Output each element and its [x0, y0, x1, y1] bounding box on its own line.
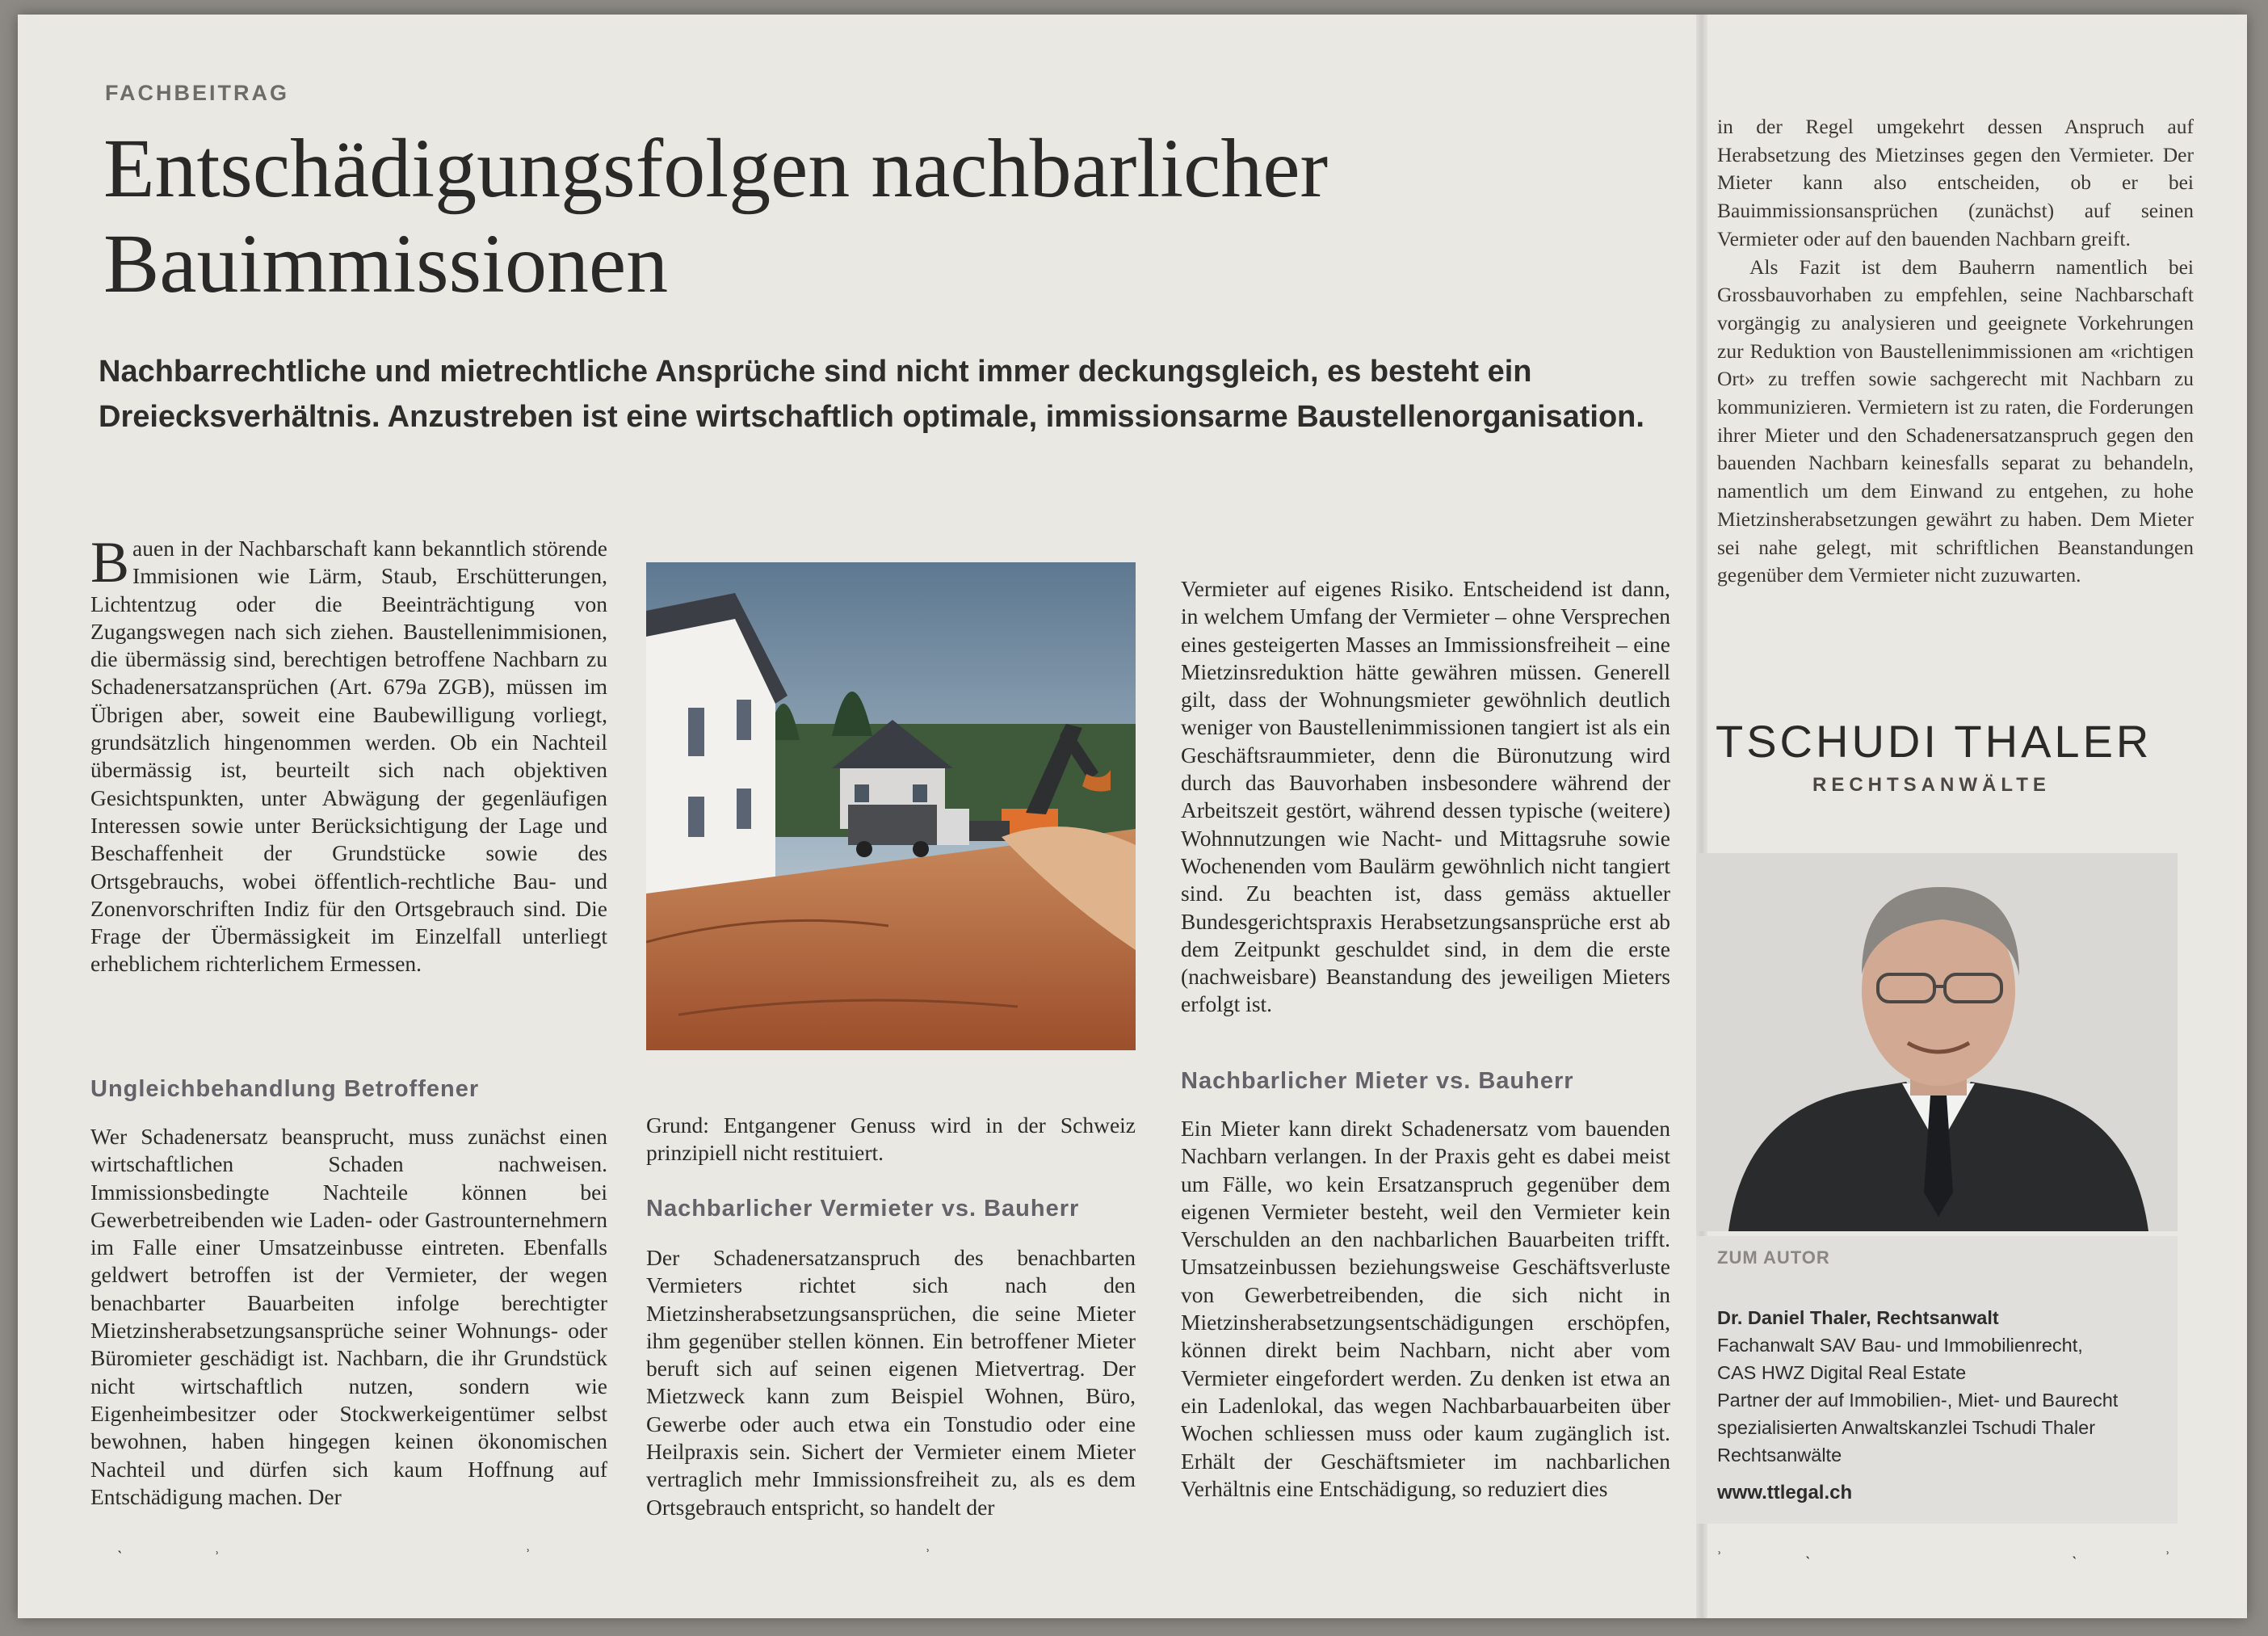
- col3-body1: Vermieter auf eigenes Risiko. Entscheidend ist dann, in welchem Umfang der Vermieter – ohne Versprechen eines gesteigerten Masses an Immissionsfreiheit – eine Mietzinsreduktion hätte gewähren müssen. Generell gilt, dass der Wohnungsmieter gewöhnlich deutlich weniger von Baustellenimmissionen tangiert ist als ein Geschäftsraummieter, denn die Büronutzung wird durch das Bauvorhaben insbesondere während der Arbeitszeit gestört, während dessen typische (weitere) Wohnnutzungen wie Nacht- und Mittagsruhe sowie Wochenenden vom Baulärm gewöhnlich nicht tangiert sind. Zu beachten ist, dass gemäss aktueller Bundesgerichtspraxis Herabsetzungsansprüche erst ab dem Zeitpunkt geschuldet sind, in dem die erste (nachweisbare) Beanstandung des jeweiligen Mieters erfolgt ist.: [1181, 576, 1670, 1017]
- author-name: Dr. Daniel Thaler, Rechtsanwalt: [1717, 1307, 1999, 1328]
- author-details: [1717, 1304, 2169, 1469]
- subhead-vermieter: Nachbarlicher Vermieter vs. Bauherr: [646, 1196, 1080, 1222]
- subhead-ungleichbehandlung: Ungleichbehandlung Betroffener: [90, 1076, 480, 1102]
- col2-body2: Der Schadenersatzanspruch des benachbarten Vermieters richtet sich nach den Mietzinsherabsetzungsansprüchen, die seine Mieter ihm gegenüber stellen können. Ein betroffener Mieter beruft sich auf seinen eigenen Mietvertrag. Der Mietzweck kann zum Beispiel Wohnen, Büro, Gewerbe oder auch etwa ein Tonstudio oder eine Heilpraxis sein. Sichert der Vermieter einem Mieter vertraglich mehr Immissionsfreiheit zu, als es dem Ortsgebrauch entspricht, so handelt der: [646, 1245, 1136, 1520]
- dropcap: B: [90, 530, 130, 595]
- author-website-link[interactable]: www.ttlegal.ch: [1717, 1482, 1853, 1504]
- col2-body1: Grund: Entgangener Genuss wird in der Schweiz prinzipiell nicht restituiert.: [646, 1112, 1136, 1166]
- col4-p1: in der Regel umgekehrt dessen Anspruch auf Herabsetzung des Mietzinses gegen den Vermieter. Der Mieter kann also entscheiden, ob er bei Bauimmissionsansprüchen (zunächst) auf seinen Vermieter oder auf den bauenden Nachbarn greift.: [1717, 115, 2194, 250]
- kicker: FACHBEITRAG: [105, 81, 289, 105]
- construction-site-illustration: [646, 562, 1136, 1050]
- column-3-body: [1181, 1115, 1670, 1503]
- column-4: [1717, 113, 2194, 590]
- tick-mark: ˒: [1716, 1539, 1723, 1559]
- headline: [103, 121, 1686, 312]
- column-2-body: [646, 1244, 1136, 1521]
- column-1-body: [90, 1123, 607, 1511]
- construction-site-photo: [646, 562, 1136, 1050]
- tick-mark: ˒: [214, 1539, 220, 1559]
- author-label: ZUM AUTOR: [1717, 1247, 1830, 1268]
- intro-text: auen in der Nachbarschaft kann bekanntlich störende Immisionen wie Lärm, Staub, Erschütterungen, Lichtentzug oder die Beeinträchtigung von Zugangswegen nach sich ziehen. Baustellenimmisionen, die übermässig sind, berechtigen betroffene Nachbarn zu Schadenersatzansprüchen (Art. 679a ZGB), müssen im Übrigen aber, soweit eine Baubewilligung vorliegt, grundsätzlich hingenommen werden. Ob ein Nachteil übermässig ist, beurteilt sich nach objektiven Gesichtspunkten, unter Abwägung der gegenläufigen Interessen sowie unter Berücksichtigung der Lage und Beschaffenheit der Grundstücke sowie des Ortsgebrauchs, wobei öffentlich-rechtliche Bau- und Zonenvorschriften Indiz für den Ortsgebrauch sind. Die Frage der Übermässigkeit im Einzelfall unterliegt erheblichem richterlichem Ermessen.: [90, 536, 607, 977]
- author-line-2: CAS HWZ Digital Real Estate: [1717, 1362, 1967, 1383]
- author-line-3: Partner der auf Immobilien-, Miet- und Baurecht spezialisierten Anwaltskanzlei Tschudi Thaler Rechtsanwälte: [1717, 1390, 2119, 1466]
- law-firm-logo-subtitle: RECHTSANWÄLTE: [1812, 774, 2051, 796]
- col4-p2: Als Fazit ist dem Bauherrn namentlich bei Grossbauvorhaben zu empfehlen, seine Nachbarschaft vorgängig zu analysieren und geeignete Vorkehrungen zur Reduktion von Baustellenimmissionen am «richtigen Ort» zu treffen sowie sachgerecht mit Nachbarn zu kommunizieren. Vermietern ist zu raten, die Forderungen ihrer Mieter und den Schadenersatzanspruch gegen den bauenden Nachbarn keinesfalls separat zu behandeln, namentlich um dem Einwand zu entgehen, zu hohe Mietzinsherabsetzungen gewährt zu haben. Dem Mieter sei nahe gelegt, mit schriftlichen Beanstandungen gegenüber dem Vermieter nicht zuzuwarten.: [1717, 254, 2194, 587]
- col3-body2: Ein Mieter kann direkt Schadenersatz vom bauenden Nachbarn verlangen. In der Praxis geht es dabei meist um Fälle, wo kein Ersatzanspruch gegenüber dem eigenen Vermieter besteht, weil den Vermieter kein Verschulden an den nachbarlichen Bauarbeiten trifft. Umsatzeinbussen beziehungsweise Geschäftsverluste von Gewerbetreibenden, die sich nicht in Mietzinsherabsetzungsentschädigungen erschöpfen, können direkt beim Nachbarn, nicht aber vom Vermieter eingefordert werden. Zu denken ist etwa an ein Ladenlokal, das wegen Nachbarbauarbeiten über Wochen schliessen muss oder kaum zugänglich ist. Erhält der Geschäftsmieter im nachbarlichen Verhältnis eine Entschädigung, so reduziert dies: [1181, 1116, 1670, 1501]
- col1-body-text: Wer Schadenersatz beansprucht, muss zunächst einen wirtschaftlichen Schaden nachweisen. Immissionsbedingte Nachteile können bei Gewerbetreibenden wie Laden- oder Gastrounternehmern im Falle einer Umsatzeinbusse eintreten. Ebenfalls geldwert betroffen ist der Vermieter, der wegen benachbarter Bauarbeiten infolge berechtigter Mietzinsherabsetzungsansprüche seiner Wohnungs- oder Büromieter geschädigt ist. Nachbarn, die ihr Grundstück nicht wirtschaftlich nutzen, sondern wie Eigenheimbesitzer oder Stockwerkeigentümer selbst bewohnen, haben hingegen keinen ökonomischen Nachteil und dürfen sich kaum Hoffnung auf Entschädigung machen. Der: [90, 1124, 607, 1509]
- tick-mark: ˎ: [117, 1533, 124, 1554]
- author-portrait: [1696, 853, 2178, 1231]
- lead-paragraph: Nachbarrechtliche und mietrechtliche Ansprüche sind nicht immer deckungsgleich, es besteht ein Dreiecksverhältnis. Anzustreben ist eine wirtschaftlich optimale, immissionsarme Baustellenorganisation.: [99, 355, 1644, 434]
- author-line-1: Fachanwalt SAV Bau- und Immobilienrecht,: [1717, 1335, 2083, 1356]
- headline-line-1: Entschädigungsfolgen nachbarlicher: [103, 122, 1329, 215]
- tick-mark: ˎ: [1805, 1539, 1812, 1559]
- tick-mark: ˒: [925, 1537, 931, 1557]
- tick-mark: ˎ: [2072, 1539, 2078, 1559]
- headline-line-2: Bauimmissionen: [103, 217, 669, 310]
- subhead-mieter: Nachbarlicher Mieter vs. Bauherr: [1181, 1068, 1574, 1094]
- column-3-top: [1181, 575, 1670, 1019]
- tick-mark: ˒: [525, 1537, 531, 1557]
- author-portrait-illustration: [1696, 853, 2178, 1231]
- tick-mark: ˒: [2165, 1539, 2171, 1559]
- column-1-intro: [90, 530, 607, 978]
- law-firm-logo: TSCHUDI THALER: [1716, 716, 2152, 767]
- column-2-top: [646, 1112, 1136, 1167]
